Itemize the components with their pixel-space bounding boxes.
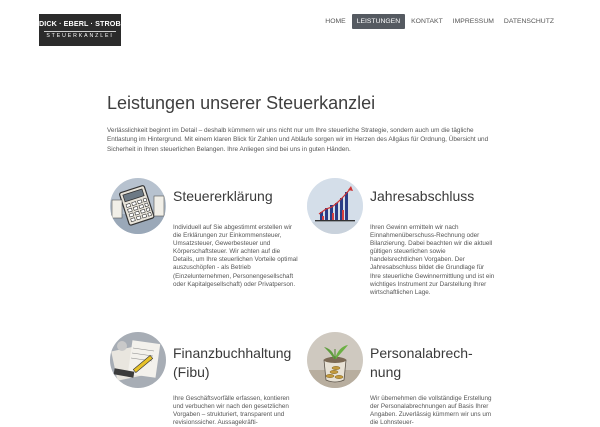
service-title: Finanzbuchhaltung (Fibu) [173, 345, 292, 380]
nav-leistungen[interactable]: LEISTUNGEN [352, 14, 405, 29]
logo-subtitle: STEUERKANZLEI [44, 31, 116, 40]
service-description: Ihren Gewinn ermitteln wir nach Einnahmenüberschuss-Rechnung oder Bilanzierung. Dabei beachten wir die aktuell gültigen steuerlichen sowie handelsrechtlichen Vorgaben. Der Jahresabschluss bildet die Grundlage für Ihre steuerliche Gewinnermittlung und ist ein wichtiges Instrument zur Darstellung Ihrer wirtschaftlichen Lage. [370, 224, 495, 296]
main-nav [321, 14, 558, 29]
service-description: Ihre Geschäftsvorfälle erfassen, kontieren und verbuchen wir nach den gesetzlichen Vorgaben – strukturiert, transparent und revisionssicher. Aussagekräfti- [173, 395, 290, 427]
nav-impressum[interactable]: IMPRESSUM [452, 18, 494, 25]
nav-kontakt[interactable]: KONTAKT [411, 18, 443, 25]
service-title: Jahresabschluss [370, 188, 475, 204]
logo-names: DICK · EBERL · STROBL [39, 19, 126, 28]
bar-chart-illustration [307, 178, 363, 234]
service-title: Steuererklärung [173, 188, 273, 204]
pencil-paperwork-illustration [110, 332, 166, 388]
intro-text: Verlässlichkeit beginnt im Detail – deshalb kümmern wir uns nicht nur um Ihre steuerliche Strategie, sondern auch um die tägliche Entlastung im Hintergrund. Mit einem klaren Blick für Zahlen und Abläufe sorgen wir im Herzen des Allgäus für Ordnung, Übersicht und Sicherheit in Ihren steuerlichen Belangen. Ihre Anliegen sind bei uns in guten Händen. [107, 127, 489, 153]
service-description: Individuell auf Sie abgestimmt erstellen wir die Erklärungen zur Einkommensteuer, Umsatzsteuer, Gewerbesteuer und Körperschaftsteuer. Wir achten auf die Details, um Ihre steuerlichen Vorteile optimal auszuschöpfen - als Betrieb (Einzelunternehmen, Personengesellschaft oder Kapitalgesellschaft) oder Privatperson. [173, 224, 298, 288]
service-description: Wir übernehmen die vollständige Erstellung der Personalabrechnungen auf Basis Ihrer Angaben. Zuverlässig kümmern wir uns um die Lohnsteuer- [370, 395, 492, 427]
coins-plant-illustration [307, 332, 363, 388]
service-title: Personalabrech- nung [370, 345, 473, 380]
company-logo[interactable] [39, 14, 126, 46]
site-header [0, 0, 600, 62]
page-title: Leistungen unserer Steuerkanzlei [107, 93, 376, 113]
nav-home[interactable]: HOME [325, 18, 346, 25]
calculator-illustration [110, 178, 166, 234]
nav-datenschutz[interactable]: DATENSCHUTZ [503, 18, 554, 25]
